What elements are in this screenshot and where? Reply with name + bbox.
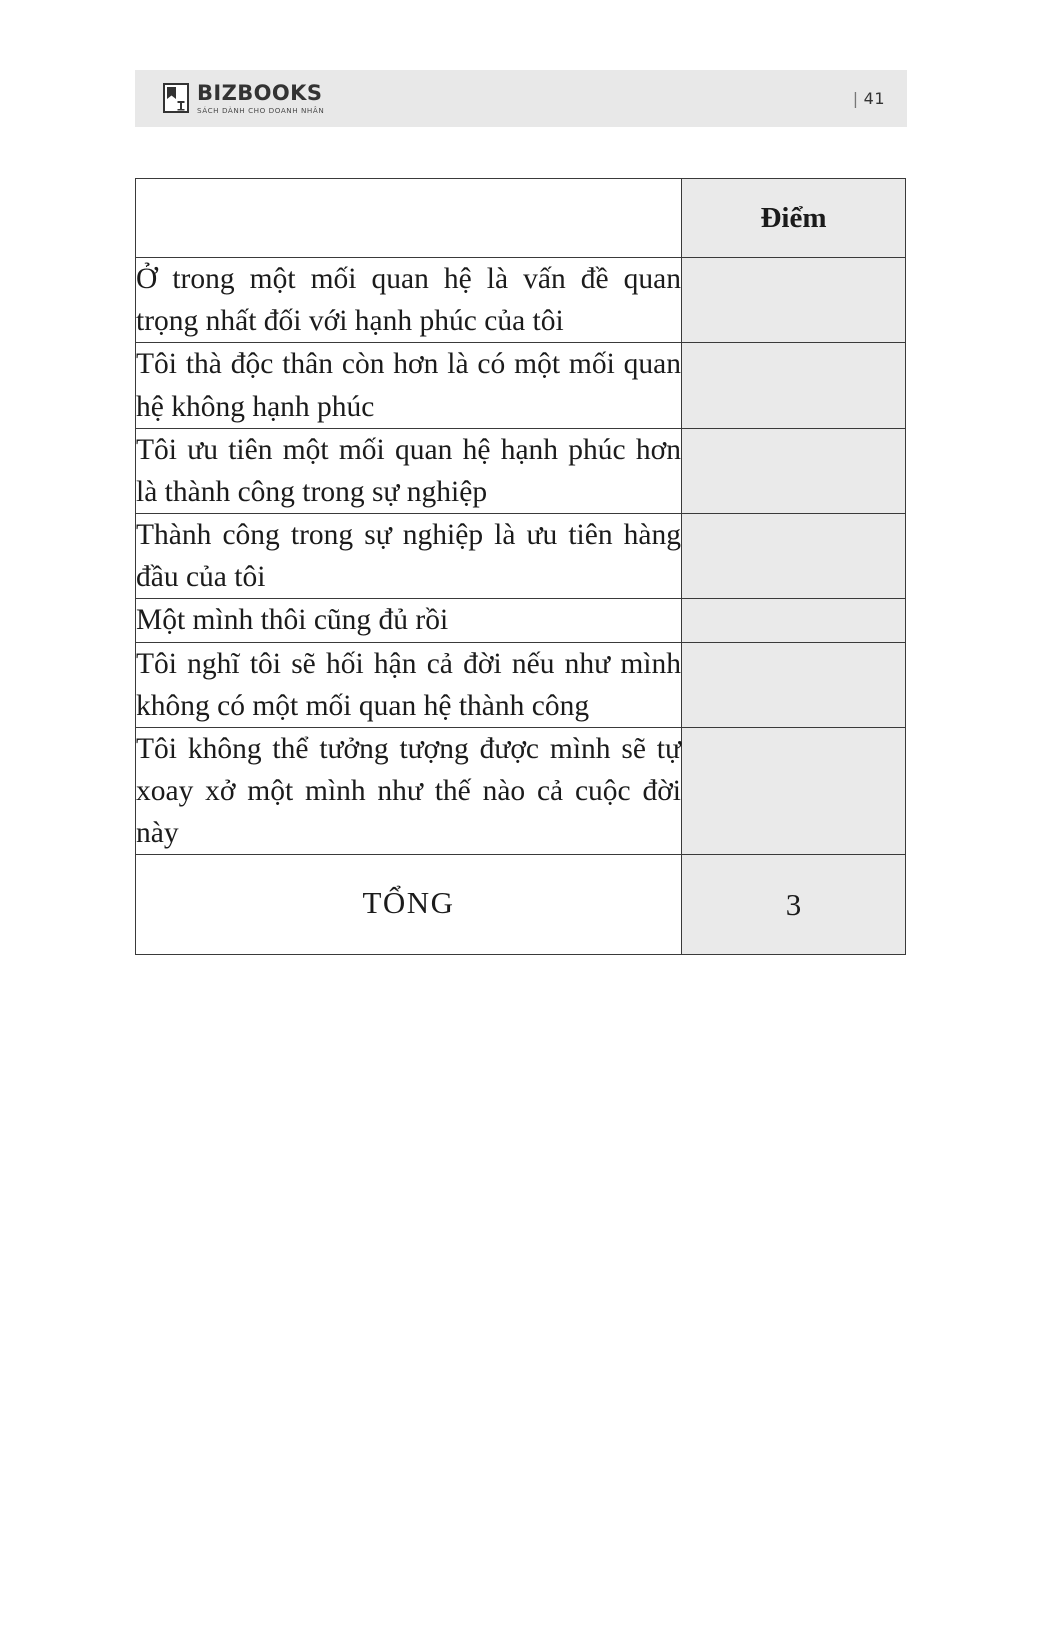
- folio-separator: |: [852, 89, 859, 108]
- bizbooks-book-icon: [163, 83, 189, 113]
- brand-name: BIZBOOKS: [197, 80, 323, 105]
- table-row: [136, 428, 906, 513]
- header-score: Điểm: [682, 179, 906, 258]
- table-total-row: [136, 855, 906, 954]
- total-value[interactable]: 3: [682, 855, 906, 954]
- brand-logo: [163, 80, 325, 115]
- statement-cell: Ở trong một mối quan hệ là vấn đề quan trọng nhất đối với hạnh phúc của tôi: [136, 258, 682, 343]
- page-folio: [853, 89, 885, 108]
- statement-cell: Một mình thôi cũng đủ rồi: [136, 599, 682, 642]
- page-header: [135, 70, 907, 127]
- brand-tagline: SÁCH DÀNH CHO DOANH NHÂN: [197, 105, 325, 115]
- header-statement-blank: [136, 179, 682, 258]
- score-cell[interactable]: [682, 428, 906, 513]
- table-row: [136, 514, 906, 599]
- score-cell[interactable]: [682, 343, 906, 428]
- total-label: TỔNG: [136, 855, 682, 954]
- self-assessment-table: [135, 178, 906, 955]
- score-cell[interactable]: [682, 258, 906, 343]
- score-cell[interactable]: [682, 727, 906, 855]
- table-row: [136, 599, 906, 642]
- table-row: [136, 727, 906, 855]
- table-row: [136, 343, 906, 428]
- score-cell[interactable]: [682, 642, 906, 727]
- statement-cell: Tôi ưu tiên một mối quan hệ hạnh phúc hơn là thành công trong sự nghiệp: [136, 428, 682, 513]
- table-row: [136, 258, 906, 343]
- brand-text-block: [197, 80, 325, 115]
- statement-cell: Tôi nghĩ tôi sẽ hối hận cả đời nếu như mình không có một mối quan hệ thành công: [136, 642, 682, 727]
- statement-cell: Tôi không thể tưởng tượng được mình sẽ tự xoay xở một mình như thế nào cả cuộc đời này: [136, 727, 682, 855]
- folio-number: 41: [863, 89, 885, 108]
- score-cell[interactable]: [682, 514, 906, 599]
- score-cell[interactable]: [682, 599, 906, 642]
- table-header-row: [136, 179, 906, 258]
- statement-cell: Thành công trong sự nghiệp là ưu tiên hàng đầu của tôi: [136, 514, 682, 599]
- table-row: [136, 642, 906, 727]
- statement-cell: Tôi thà độc thân còn hơn là có một mối quan hệ không hạnh phúc: [136, 343, 682, 428]
